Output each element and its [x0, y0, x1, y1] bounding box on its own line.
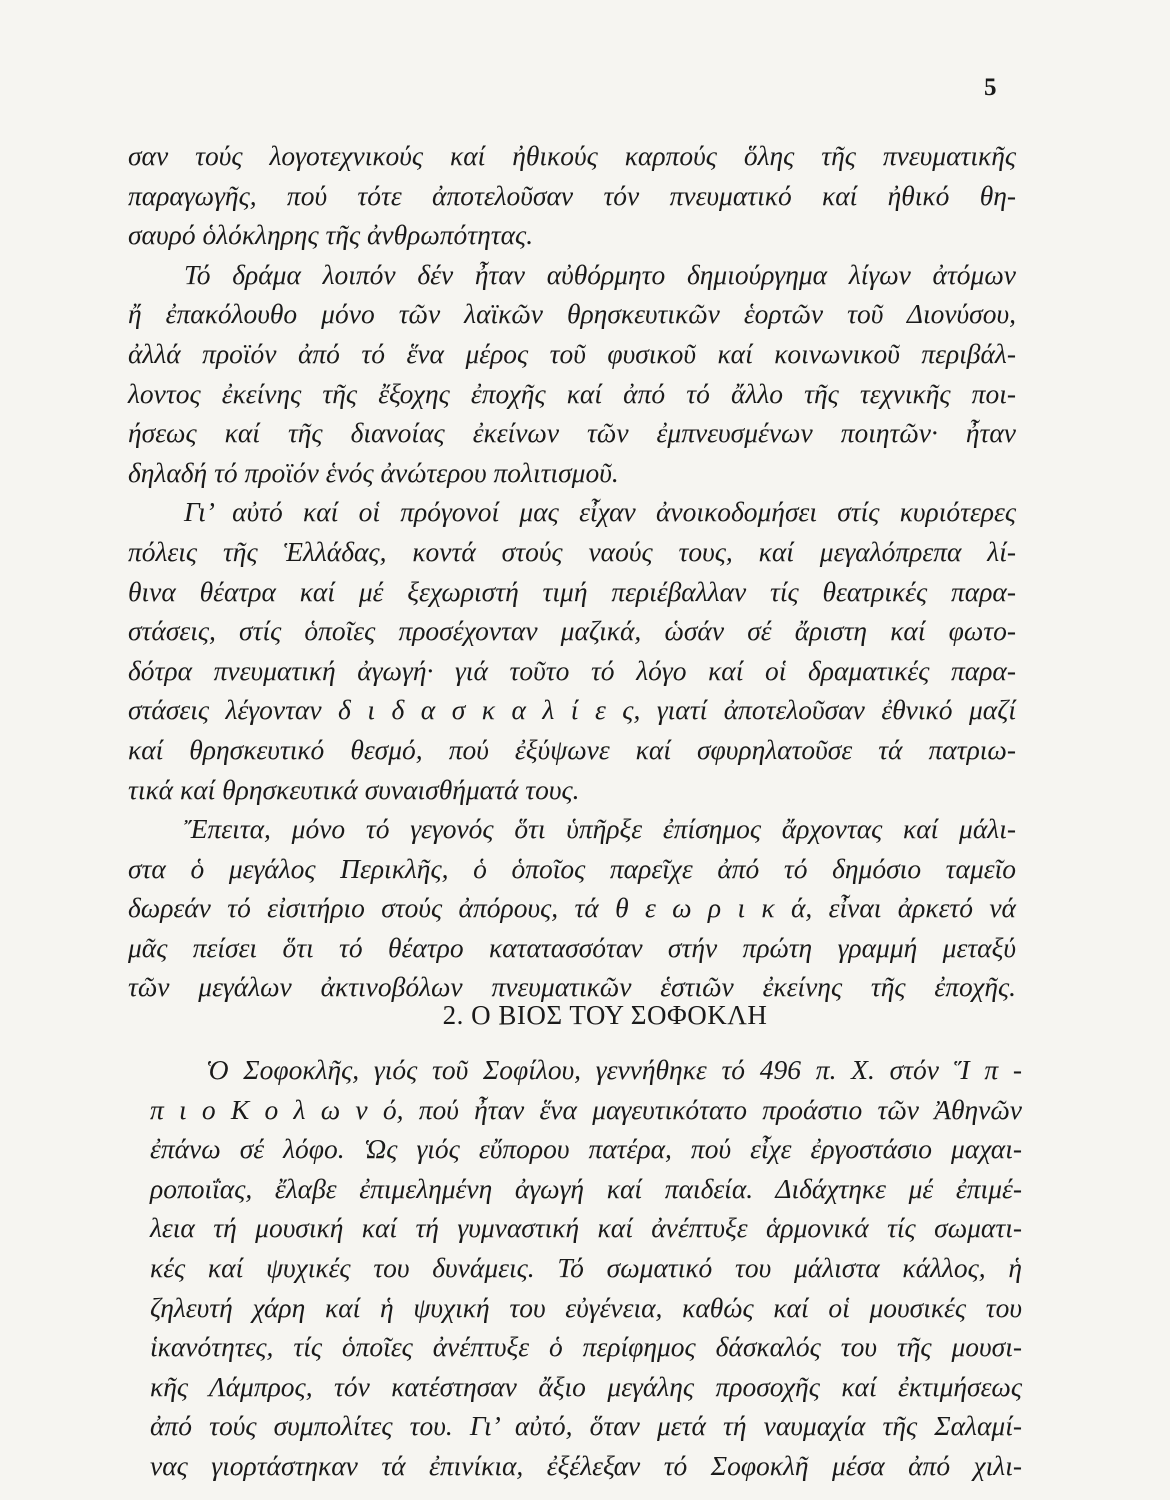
text-line: Ὁ Σοφοκλῆς, γιός τοῦ Σοφίλου, γεννήθηκε τό 496 π. Χ. στόν Ἵ π - — [206, 1054, 1022, 1085]
section-heading: 2. Ο ΒΙΟΣ ΤΟΥ ΣΟΦΟΚΛΗ — [442, 1000, 768, 1030]
text-line: κές καί ψυχικές του δυνάμεις. Τό σωματικό του μάλιστα κάλλος, ἡ — [150, 1251, 1022, 1283]
text-line: τικά καί θρησκευτικά συναισθήματά τους. — [128, 773, 580, 805]
text-line: σαν τούς λογοτεχνικούς καί ἠθικούς καρπούς ὅλης τῆς πνευματικῆς — [128, 140, 1016, 171]
text-line: ἱκανότητες, τίς ὁποῖες ἀνέπτυξε ὁ περίφημος δάσκαλός του τῆς μουσι- — [150, 1331, 1022, 1363]
text-line: στα ὁ μεγάλος Περικλῆς, ὁ ὁποῖος παρεῖχε ἀπό τό δημόσιο ταμεῖο — [128, 852, 1016, 884]
text-line: σαυρό ὁλόκληρης τῆς ἀνθρωπότητας. — [128, 219, 534, 251]
text-line: νας γιορτάστηκαν τά ἐπινίκια, ἐξέλεξαν τό Σοφοκλῆ μέσα ἀπό χιλι- — [150, 1449, 1022, 1481]
text-line: ἐπάνω σέ λόφο. Ὡς γιός εὔπορου πατέρα, πού εἶχε ἐργοστάσιο μαχαι- — [150, 1133, 1022, 1165]
text-line: κῆς Λάμπρος, τόν κατέστησαν ἄξιο μεγάλης προσοχῆς καί ἐκτιμήσεως — [150, 1370, 1022, 1402]
text-line: λεια τή μουσική καί τή γυμναστική καί ἀνέπτυξε ἁρμονικά τίς σωματι- — [150, 1212, 1022, 1244]
section-2-text — [150, 1050, 1022, 1486]
text-line: Ἔπειτα, μόνο τό γεγονός ὅτι ὑπῆρξε ἐπίσημος ἄρχοντας καί μάλι- — [184, 813, 1016, 845]
text-line: θινα θέατρα καί μέ ξεχωριστή τιμή περιέβαλλαν τίς θεατρικές παρα- — [128, 575, 1016, 607]
text-line: Τό δράμα λοιπόν δέν ἦταν αὐθόρμητο δημιούργημα λίγων ἀτόμων — [184, 258, 1016, 290]
text-line: ήσεως καί τῆς διανοίας ἐκείνων τῶν ἐμπνευσμένων ποιητῶν· ἦταν — [128, 417, 1016, 449]
section-1-text — [128, 136, 1016, 1007]
text-line: καί θρησκευτικό θεσμό, πού ἐξύψωνε καί σφυρηλατοῦσε τά πατριω- — [128, 733, 1016, 765]
text-line: δωρεάν τό εἰσιτήριο στούς ἀπόρους, τά θ ε ω ρ ι κ ά, εἶναι ἀρκετό νά — [128, 892, 1016, 924]
text-line: δότρα πνευματική ἀγωγή· γιά τοῦτο τό λόγο καί οἱ δραματικές παρα- — [128, 654, 1016, 686]
text-line: στάσεις, στίς ὁποῖες προσέχονταν μαζικά, ὡσάν σέ ἄριστη καί φωτο- — [128, 615, 1016, 647]
text-line: ζηλευτή χάρη καί ἡ ψυχική του εὐγένεια, καθώς καί οἱ μουσικές του — [150, 1291, 1022, 1323]
text-line: στάσεις λέγονταν δ ι δ α σ κ α λ ί ε ς, γιατί ἀποτελοῦσαν ἐθνικό μαζί — [128, 694, 1016, 726]
text-line: μᾶς πείσει ὅτι τό θέατρο κατατασσόταν στήν πρώτη γραμμή μεταξύ — [128, 931, 1016, 963]
page-number: 5 — [984, 74, 997, 101]
text-line: ἀλλά προϊόν ἀπό τό ἕνα μέρος τοῦ φυσικοῦ καί κοινωνικοῦ περιβάλ- — [128, 337, 1016, 369]
text-line: ροποιΐας, ἔλαβε ἐπιμελημένη ἀγωγή καί παιδεία. Διδάχτηκε μέ ἐπιμέ- — [150, 1172, 1022, 1204]
text-line: πόλεις τῆς Ἑλλάδας, κοντά στούς ναούς τους, καί μεγαλόπρεπα λί- — [128, 535, 1016, 567]
text-line: Γι’ αὐτό καί οἱ πρόγονοί μας εἶχαν ἀνοικοδομήσει στίς κυριότερες — [184, 496, 1016, 528]
text-line: δηλαδή τό προϊόν ἑνός ἀνώτερου πολιτισμοῦ. — [128, 456, 619, 488]
text-line: τῶν μεγάλων ἀκτινοβόλων πνευματικῶν ἑστιῶν ἐκείνης τῆς ἐποχῆς. — [128, 971, 1016, 1003]
text-line: π ι ο Κ ο λ ω ν ό, πού ἦταν ἕνα μαγευτικότατο προάστιο τῶν Ἀθηνῶν — [150, 1093, 1022, 1125]
text-line: ἀπό τούς συμπολίτες του. Γι’ αὐτό, ὅταν μετά τή ναυμαχία τῆς Σαλαμί- — [150, 1410, 1022, 1442]
text-line: ἤ ἐπακόλουθο μόνο τῶν λαϊκῶν θρησκευτικῶν ἑορτῶν τοῦ Διονύσου, — [128, 298, 1016, 330]
text-line: λοντος ἐκείνης τῆς ἔξοχης ἐποχῆς καί ἀπό τό ἄλλο τῆς τεχνικῆς ποι- — [128, 377, 1016, 409]
text-line: παραγωγῆς, πού τότε ἀποτελοῦσαν τόν πνευματικό καί ἠθικό θη- — [128, 179, 1016, 211]
